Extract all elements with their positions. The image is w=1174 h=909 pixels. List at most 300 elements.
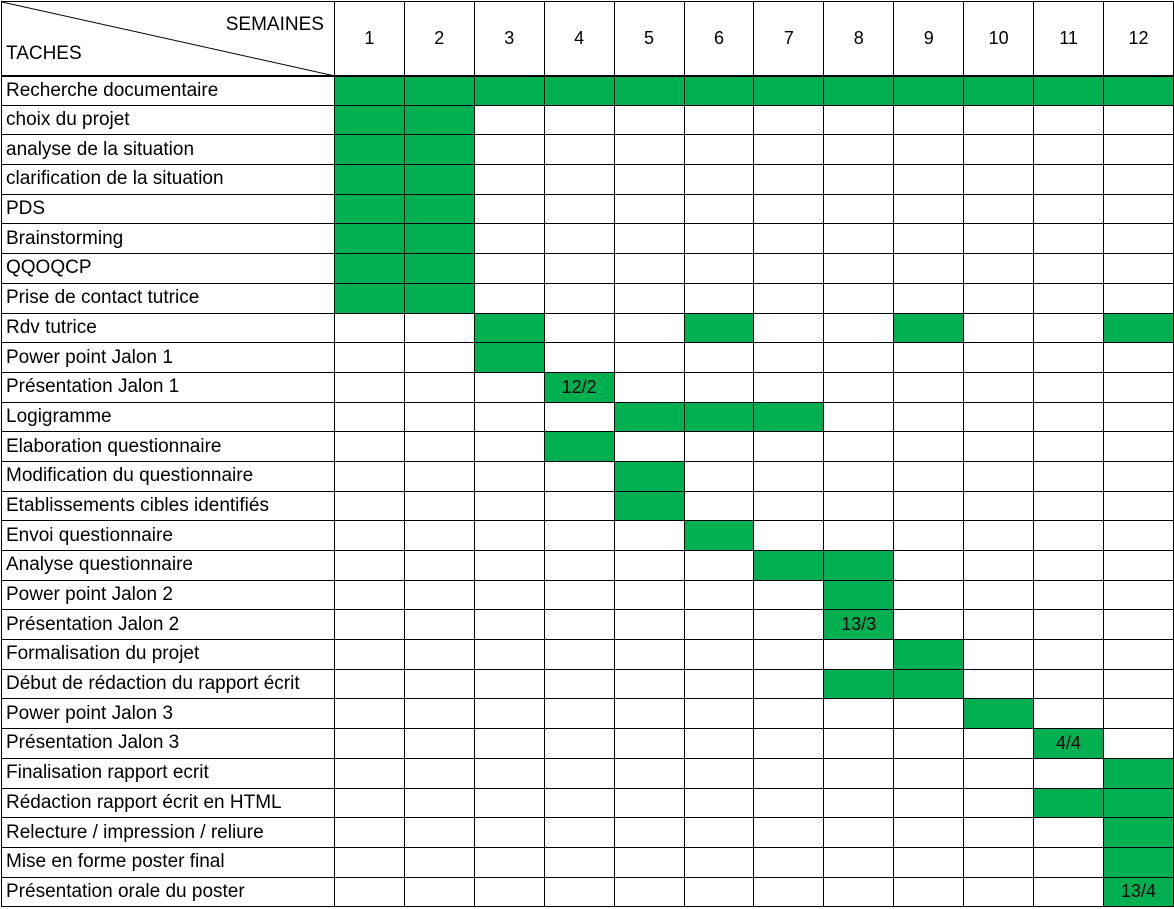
task-label: Logigramme bbox=[2, 402, 335, 432]
gantt-empty-cell bbox=[474, 521, 544, 551]
gantt-bar-cell bbox=[544, 432, 614, 462]
gantt-empty-cell bbox=[824, 402, 894, 432]
gantt-empty-cell bbox=[614, 580, 684, 610]
gantt-empty-cell bbox=[684, 372, 754, 402]
gantt-empty-cell bbox=[964, 818, 1034, 848]
task-label: Présentation Jalon 1 bbox=[2, 372, 335, 402]
gantt-empty-cell bbox=[684, 135, 754, 165]
gantt-empty-cell bbox=[404, 640, 474, 670]
gantt-empty-cell bbox=[544, 254, 614, 284]
gantt-empty-cell bbox=[544, 818, 614, 848]
gantt-empty-cell bbox=[614, 669, 684, 699]
gantt-bar-cell bbox=[824, 669, 894, 699]
gantt-empty-cell bbox=[1034, 343, 1104, 373]
task-label: Power point Jalon 1 bbox=[2, 343, 335, 373]
gantt-empty-cell bbox=[964, 758, 1034, 788]
gantt-empty-cell bbox=[894, 491, 964, 521]
week-header-10: 10 bbox=[964, 2, 1034, 76]
gantt-empty-cell bbox=[964, 283, 1034, 313]
gantt-empty-cell bbox=[614, 313, 684, 343]
task-label: Modification du questionnaire bbox=[2, 461, 335, 491]
gantt-bar-cell bbox=[684, 402, 754, 432]
gantt-empty-cell bbox=[754, 877, 824, 907]
gantt-empty-cell bbox=[404, 699, 474, 729]
gantt-empty-cell bbox=[474, 165, 544, 195]
gantt-empty-cell bbox=[964, 135, 1034, 165]
gantt-empty-cell bbox=[1104, 105, 1174, 135]
gantt-empty-cell bbox=[894, 343, 964, 373]
gantt-empty-cell bbox=[754, 254, 824, 284]
gantt-bar-cell bbox=[894, 669, 964, 699]
gantt-empty-cell bbox=[684, 224, 754, 254]
gantt-empty-cell bbox=[824, 877, 894, 907]
gantt-empty-cell bbox=[474, 551, 544, 581]
gantt-empty-cell bbox=[754, 758, 824, 788]
task-label: PDS bbox=[2, 194, 335, 224]
gantt-empty-cell bbox=[404, 669, 474, 699]
gantt-empty-cell bbox=[614, 551, 684, 581]
gantt-empty-cell bbox=[754, 343, 824, 373]
gantt-empty-cell bbox=[474, 491, 544, 521]
gantt-bar-cell: 13/4 bbox=[1104, 877, 1174, 907]
gantt-empty-cell bbox=[754, 224, 824, 254]
task-row bbox=[2, 818, 1174, 848]
task-label: Début de rédaction du rapport écrit bbox=[2, 669, 335, 699]
gantt-empty-cell bbox=[474, 788, 544, 818]
gantt-empty-cell bbox=[684, 551, 754, 581]
gantt-empty-cell bbox=[894, 194, 964, 224]
gantt-empty-cell bbox=[1104, 640, 1174, 670]
gantt-empty-cell bbox=[1034, 402, 1104, 432]
gantt-empty-cell bbox=[684, 105, 754, 135]
gantt-bar-cell bbox=[754, 76, 824, 106]
gantt-empty-cell bbox=[404, 461, 474, 491]
gantt-empty-cell bbox=[684, 640, 754, 670]
gantt-bar-cell bbox=[404, 105, 474, 135]
gantt-empty-cell bbox=[404, 877, 474, 907]
gantt-empty-cell bbox=[964, 343, 1034, 373]
gantt-bar-cell bbox=[334, 194, 404, 224]
gantt-bar-cell bbox=[474, 343, 544, 373]
gantt-empty-cell bbox=[1034, 818, 1104, 848]
gantt-empty-cell bbox=[684, 194, 754, 224]
header-row bbox=[2, 2, 1174, 76]
gantt-empty-cell bbox=[824, 758, 894, 788]
gantt-empty-cell bbox=[1104, 254, 1174, 284]
gantt-empty-cell bbox=[544, 640, 614, 670]
gantt-empty-cell bbox=[754, 580, 824, 610]
gantt-empty-cell bbox=[404, 521, 474, 551]
gantt-empty-cell bbox=[964, 461, 1034, 491]
gantt-empty-cell bbox=[964, 165, 1034, 195]
gantt-empty-cell bbox=[334, 610, 404, 640]
gantt-empty-cell bbox=[754, 461, 824, 491]
gantt-bar-cell bbox=[404, 194, 474, 224]
gantt-empty-cell bbox=[964, 669, 1034, 699]
gantt-empty-cell bbox=[894, 699, 964, 729]
gantt-bar-cell bbox=[334, 283, 404, 313]
gantt-empty-cell bbox=[334, 669, 404, 699]
task-row bbox=[2, 194, 1174, 224]
gantt-empty-cell bbox=[894, 105, 964, 135]
gantt-empty-cell bbox=[404, 313, 474, 343]
gantt-empty-cell bbox=[1034, 372, 1104, 402]
gantt-empty-cell bbox=[1104, 610, 1174, 640]
task-label: Power point Jalon 2 bbox=[2, 580, 335, 610]
gantt-empty-cell bbox=[334, 372, 404, 402]
gantt-empty-cell bbox=[614, 194, 684, 224]
gantt-empty-cell bbox=[684, 461, 754, 491]
gantt-bar-cell bbox=[754, 402, 824, 432]
gantt-bar-cell bbox=[894, 76, 964, 106]
gantt-bar-cell bbox=[404, 283, 474, 313]
gantt-empty-cell bbox=[754, 283, 824, 313]
gantt-bar-cell bbox=[1104, 788, 1174, 818]
gantt-empty-cell bbox=[964, 372, 1034, 402]
gantt-empty-cell bbox=[824, 432, 894, 462]
gantt-empty-cell bbox=[614, 254, 684, 284]
gantt-empty-cell bbox=[474, 432, 544, 462]
gantt-empty-cell bbox=[544, 135, 614, 165]
gantt-empty-cell bbox=[684, 818, 754, 848]
gantt-empty-cell bbox=[474, 105, 544, 135]
gantt-empty-cell bbox=[614, 432, 684, 462]
task-label: Rdv tutrice bbox=[2, 313, 335, 343]
gantt-empty-cell bbox=[824, 343, 894, 373]
gantt-empty-cell bbox=[1104, 699, 1174, 729]
gantt-empty-cell bbox=[404, 343, 474, 373]
gantt-empty-cell bbox=[754, 818, 824, 848]
gantt-empty-cell bbox=[474, 372, 544, 402]
gantt-empty-cell bbox=[824, 847, 894, 877]
gantt-empty-cell bbox=[404, 758, 474, 788]
gantt-bar-cell bbox=[1104, 313, 1174, 343]
gantt-empty-cell bbox=[404, 729, 474, 759]
gantt-empty-cell bbox=[544, 283, 614, 313]
gantt-empty-cell bbox=[894, 580, 964, 610]
gantt-empty-cell bbox=[894, 165, 964, 195]
gantt-empty-cell bbox=[544, 105, 614, 135]
task-row bbox=[2, 461, 1174, 491]
gantt-empty-cell bbox=[754, 788, 824, 818]
task-row bbox=[2, 165, 1174, 195]
gantt-empty-cell bbox=[614, 105, 684, 135]
gantt-empty-cell bbox=[544, 313, 614, 343]
gantt-empty-cell bbox=[894, 432, 964, 462]
gantt-empty-cell bbox=[474, 254, 544, 284]
gantt-bar-cell bbox=[684, 521, 754, 551]
gantt-empty-cell bbox=[964, 640, 1034, 670]
gantt-empty-cell bbox=[614, 847, 684, 877]
header-corner-cell bbox=[2, 2, 335, 76]
gantt-empty-cell bbox=[544, 551, 614, 581]
gantt-bar-cell bbox=[754, 551, 824, 581]
gantt-empty-cell bbox=[334, 847, 404, 877]
gantt-bar-cell bbox=[404, 224, 474, 254]
gantt-empty-cell bbox=[894, 877, 964, 907]
gantt-empty-cell bbox=[474, 699, 544, 729]
gantt-empty-cell bbox=[684, 877, 754, 907]
gantt-empty-cell bbox=[614, 640, 684, 670]
gantt-empty-cell bbox=[474, 580, 544, 610]
gantt-bar-cell bbox=[894, 640, 964, 670]
gantt-empty-cell bbox=[964, 105, 1034, 135]
gantt-empty-cell bbox=[1034, 551, 1104, 581]
gantt-bar-cell: 13/3 bbox=[824, 610, 894, 640]
gantt-bar-cell bbox=[964, 76, 1034, 106]
gantt-empty-cell bbox=[1034, 135, 1104, 165]
gantt-empty-cell bbox=[334, 699, 404, 729]
gantt-bar-cell bbox=[404, 76, 474, 106]
gantt-empty-cell bbox=[1034, 640, 1104, 670]
week-header-1: 1 bbox=[334, 2, 404, 76]
gantt-bar-cell bbox=[334, 135, 404, 165]
gantt-empty-cell bbox=[964, 491, 1034, 521]
gantt-bar-cell bbox=[894, 313, 964, 343]
gantt-empty-cell bbox=[1034, 610, 1104, 640]
gantt-empty-cell bbox=[334, 788, 404, 818]
gantt-empty-cell bbox=[474, 194, 544, 224]
gantt-bar-cell bbox=[1034, 788, 1104, 818]
gantt-empty-cell bbox=[404, 818, 474, 848]
gantt-empty-cell bbox=[614, 699, 684, 729]
gantt-empty-cell bbox=[1034, 521, 1104, 551]
task-row bbox=[2, 669, 1174, 699]
gantt-empty-cell bbox=[824, 699, 894, 729]
gantt-empty-cell bbox=[1104, 194, 1174, 224]
gantt-empty-cell bbox=[474, 461, 544, 491]
gantt-empty-cell bbox=[824, 135, 894, 165]
gantt-empty-cell bbox=[334, 461, 404, 491]
gantt-empty-cell bbox=[964, 788, 1034, 818]
gantt-empty-cell bbox=[964, 432, 1034, 462]
week-header-8: 8 bbox=[824, 2, 894, 76]
gantt-empty-cell bbox=[404, 551, 474, 581]
gantt-empty-cell bbox=[684, 491, 754, 521]
gantt-empty-cell bbox=[544, 491, 614, 521]
gantt-bar-cell bbox=[964, 699, 1034, 729]
gantt-empty-cell bbox=[1034, 758, 1104, 788]
gantt-empty-cell bbox=[544, 758, 614, 788]
gantt-empty-cell bbox=[684, 610, 754, 640]
gantt-empty-cell bbox=[614, 372, 684, 402]
tasks-axis-label: TACHES bbox=[6, 42, 82, 64]
gantt-bar-cell bbox=[334, 254, 404, 284]
gantt-empty-cell bbox=[1104, 165, 1174, 195]
gantt-empty-cell bbox=[964, 521, 1034, 551]
gantt-empty-cell bbox=[544, 788, 614, 818]
gantt-empty-cell bbox=[754, 165, 824, 195]
gantt-empty-cell bbox=[684, 758, 754, 788]
gantt-empty-cell bbox=[894, 788, 964, 818]
gantt-empty-cell bbox=[544, 580, 614, 610]
gantt-empty-cell bbox=[824, 818, 894, 848]
gantt-empty-cell bbox=[1034, 580, 1104, 610]
gantt-empty-cell bbox=[684, 699, 754, 729]
gantt-empty-cell bbox=[824, 491, 894, 521]
gantt-body bbox=[2, 76, 1174, 907]
gantt-empty-cell bbox=[1034, 847, 1104, 877]
gantt-empty-cell bbox=[684, 432, 754, 462]
gantt-bar-cell bbox=[474, 76, 544, 106]
gantt-empty-cell bbox=[544, 194, 614, 224]
gantt-empty-cell bbox=[894, 372, 964, 402]
gantt-empty-cell bbox=[614, 877, 684, 907]
gantt-table bbox=[1, 1, 1174, 907]
gantt-empty-cell bbox=[614, 283, 684, 313]
week-header-3: 3 bbox=[474, 2, 544, 76]
gantt-empty-cell bbox=[404, 847, 474, 877]
gantt-empty-cell bbox=[964, 224, 1034, 254]
task-row bbox=[2, 491, 1174, 521]
gantt-empty-cell bbox=[544, 610, 614, 640]
gantt-bar-cell: 12/2 bbox=[544, 372, 614, 402]
gantt-empty-cell bbox=[684, 669, 754, 699]
task-row bbox=[2, 402, 1174, 432]
gantt-empty-cell bbox=[614, 818, 684, 848]
gantt-empty-cell bbox=[334, 640, 404, 670]
gantt-empty-cell bbox=[754, 194, 824, 224]
gantt-bar-cell bbox=[1104, 758, 1174, 788]
gantt-bar-cell bbox=[614, 461, 684, 491]
gantt-bar-cell bbox=[334, 76, 404, 106]
gantt-empty-cell bbox=[754, 432, 824, 462]
gantt-empty-cell bbox=[824, 640, 894, 670]
task-label: Etablissements cibles identifiés bbox=[2, 491, 335, 521]
gantt-empty-cell bbox=[1034, 669, 1104, 699]
gantt-empty-cell bbox=[754, 372, 824, 402]
task-row bbox=[2, 699, 1174, 729]
gantt-empty-cell bbox=[684, 254, 754, 284]
gantt-bar-cell bbox=[334, 224, 404, 254]
gantt-empty-cell bbox=[334, 580, 404, 610]
gantt-empty-cell bbox=[614, 521, 684, 551]
gantt-empty-cell bbox=[754, 669, 824, 699]
gantt-empty-cell bbox=[894, 224, 964, 254]
gantt-empty-cell bbox=[894, 461, 964, 491]
task-row bbox=[2, 372, 1174, 402]
gantt-empty-cell bbox=[894, 135, 964, 165]
task-row bbox=[2, 640, 1174, 670]
task-label: Power point Jalon 3 bbox=[2, 699, 335, 729]
gantt-empty-cell bbox=[404, 432, 474, 462]
week-header-11: 11 bbox=[1034, 2, 1104, 76]
gantt-empty-cell bbox=[334, 432, 404, 462]
gantt-bar-cell bbox=[614, 76, 684, 106]
task-row bbox=[2, 76, 1174, 106]
gantt-empty-cell bbox=[334, 877, 404, 907]
gantt-empty-cell bbox=[754, 610, 824, 640]
task-row bbox=[2, 521, 1174, 551]
gantt-empty-cell bbox=[474, 758, 544, 788]
task-label: Rédaction rapport écrit en HTML bbox=[2, 788, 335, 818]
gantt-empty-cell bbox=[964, 194, 1034, 224]
gantt-empty-cell bbox=[894, 521, 964, 551]
gantt-empty-cell bbox=[1104, 343, 1174, 373]
gantt-empty-cell bbox=[754, 521, 824, 551]
gantt-empty-cell bbox=[1034, 194, 1104, 224]
task-label: clarification de la situation bbox=[2, 165, 335, 195]
gantt-empty-cell bbox=[1034, 283, 1104, 313]
task-label: Elaboration questionnaire bbox=[2, 432, 335, 462]
task-row bbox=[2, 105, 1174, 135]
gantt-empty-cell bbox=[334, 343, 404, 373]
week-header-4: 4 bbox=[544, 2, 614, 76]
gantt-empty-cell bbox=[544, 729, 614, 759]
gantt-empty-cell bbox=[334, 758, 404, 788]
gantt-empty-cell bbox=[754, 699, 824, 729]
task-row bbox=[2, 283, 1174, 313]
gantt-empty-cell bbox=[964, 610, 1034, 640]
gantt-empty-cell bbox=[474, 610, 544, 640]
week-header-12: 12 bbox=[1104, 2, 1174, 76]
gantt-empty-cell bbox=[334, 491, 404, 521]
gantt-bar-cell bbox=[1104, 76, 1174, 106]
gantt-empty-cell bbox=[1034, 224, 1104, 254]
task-label: Brainstorming bbox=[2, 224, 335, 254]
gantt-empty-cell bbox=[404, 610, 474, 640]
gantt-empty-cell bbox=[754, 491, 824, 521]
gantt-empty-cell bbox=[334, 729, 404, 759]
gantt-empty-cell bbox=[684, 165, 754, 195]
gantt-empty-cell bbox=[684, 788, 754, 818]
task-label: choix du projet bbox=[2, 105, 335, 135]
week-header-9: 9 bbox=[894, 2, 964, 76]
gantt-empty-cell bbox=[684, 729, 754, 759]
gantt-empty-cell bbox=[964, 313, 1034, 343]
gantt-empty-cell bbox=[824, 224, 894, 254]
gantt-empty-cell bbox=[754, 135, 824, 165]
gantt-bar-cell bbox=[334, 105, 404, 135]
gantt-empty-cell bbox=[334, 551, 404, 581]
gantt-bar-cell bbox=[1104, 818, 1174, 848]
gantt-empty-cell bbox=[474, 818, 544, 848]
gantt-empty-cell bbox=[964, 402, 1034, 432]
gantt-empty-cell bbox=[824, 372, 894, 402]
gantt-empty-cell bbox=[1104, 135, 1174, 165]
gantt-bar-cell bbox=[824, 76, 894, 106]
gantt-bar-cell bbox=[404, 254, 474, 284]
gantt-empty-cell bbox=[544, 699, 614, 729]
gantt-empty-cell bbox=[474, 640, 544, 670]
gantt-empty-cell bbox=[474, 729, 544, 759]
gantt-empty-cell bbox=[684, 580, 754, 610]
task-row bbox=[2, 343, 1174, 373]
gantt-empty-cell bbox=[684, 847, 754, 877]
gantt-empty-cell bbox=[404, 372, 474, 402]
gantt-bar-cell bbox=[824, 580, 894, 610]
gantt-empty-cell bbox=[474, 402, 544, 432]
task-row bbox=[2, 313, 1174, 343]
task-row bbox=[2, 729, 1174, 759]
gantt-empty-cell bbox=[964, 877, 1034, 907]
gantt-empty-cell bbox=[334, 402, 404, 432]
gantt-bar-cell bbox=[614, 402, 684, 432]
task-label: analyse de la situation bbox=[2, 135, 335, 165]
gantt-empty-cell bbox=[1104, 580, 1174, 610]
gantt-empty-cell bbox=[754, 105, 824, 135]
gantt-empty-cell bbox=[1104, 432, 1174, 462]
gantt-empty-cell bbox=[404, 402, 474, 432]
task-label: Présentation Jalon 3 bbox=[2, 729, 335, 759]
task-label: Analyse questionnaire bbox=[2, 551, 335, 581]
gantt-empty-cell bbox=[754, 847, 824, 877]
task-label: Recherche documentaire bbox=[2, 76, 335, 106]
gantt-empty-cell bbox=[894, 847, 964, 877]
gantt-empty-cell bbox=[1104, 461, 1174, 491]
gantt-empty-cell bbox=[544, 669, 614, 699]
gantt-empty-cell bbox=[1104, 491, 1174, 521]
